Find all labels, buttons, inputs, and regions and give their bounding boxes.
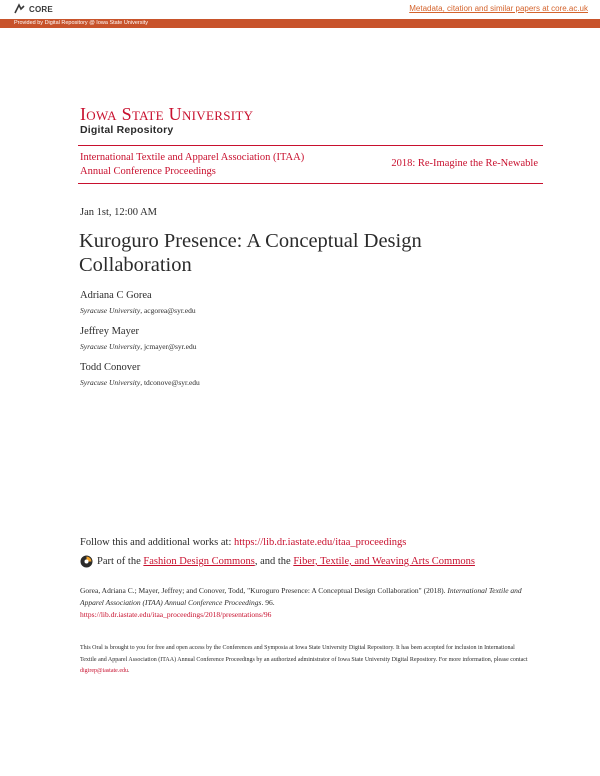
contact-email-link[interactable]: digirep@iastate.edu bbox=[80, 668, 129, 674]
fashion-design-commons-link[interactable]: Fashion Design Commons bbox=[143, 556, 255, 567]
recommended-citation: Gorea, Adriana C.; Mayer, Jeffrey; and Conover, Todd, "Kuroguro Presence: A Conceptual Design Collaboration" (2018). International Textile and Apparel Association (ITAA) Annual Conference Proceedings. 96. https://lib.dr.iastate.edu/itaa_proceedings/2018/presentations/96 bbox=[80, 586, 522, 619]
university-wordmark: IOWA STATE UNIVERSITY bbox=[80, 104, 254, 124]
provided-by-bar bbox=[0, 19, 600, 28]
citation-url-link[interactable]: https://lib.dr.iastate.edu/itaa_proceedings/2018/presentations/96 bbox=[80, 610, 272, 619]
conference-link[interactable]: 2018: Re-Imagine the Re-Newable bbox=[391, 158, 538, 169]
core-logo-icon bbox=[13, 3, 26, 15]
open-access-icon bbox=[80, 555, 93, 568]
core-logo[interactable] bbox=[13, 3, 53, 15]
fiber-textile-commons-link[interactable]: Fiber, Textile, and Weaving Arts Commons bbox=[293, 556, 475, 567]
provided-by-text: Provided by Digital Repository @ Iowa State University bbox=[14, 20, 148, 26]
access-notice: This Oral is brought to you for free and open access by the Conferences and Symposia at Iowa State University Digital Repository. It has been accepted for inclusion in International Textile and Apparel Association (ITAA) Annual Conference Proceedings by an authorized administrator of Iowa State University Digital Repository. For more information, please contact digirep@iastate.edu. bbox=[80, 645, 528, 674]
series-link[interactable]: International Textile and Apparel Association (ITAA) Annual Conference Proceedings bbox=[80, 152, 305, 177]
author-name: Todd Conover bbox=[80, 362, 141, 373]
core-logo-text: CORE bbox=[29, 4, 53, 14]
follow-line: Follow this and additional works at: https://lib.dr.iastate.edu/itaa_proceedings bbox=[80, 537, 407, 548]
author-name: Jeffrey Mayer bbox=[80, 326, 139, 337]
divider-top bbox=[78, 145, 543, 146]
author-affiliation: Syracuse University, acgorea@syr.edu bbox=[80, 306, 196, 315]
core-metadata-link[interactable]: Metadata, citation and similar papers at core.ac.uk bbox=[409, 4, 588, 13]
proceedings-link[interactable]: https://lib.dr.iastate.edu/itaa_proceedings bbox=[234, 537, 407, 548]
author-affiliation: Syracuse University, tdconove@syr.edu bbox=[80, 378, 200, 387]
author-name: Adriana C Gorea bbox=[80, 290, 152, 301]
author-affiliation: Syracuse University, jcmayer@syr.edu bbox=[80, 342, 197, 351]
digital-repository-label: Digital Repository bbox=[80, 124, 174, 136]
part-of-line: Part of the Fashion Design Commons, and the Fiber, Textile, and Weaving Arts Commons bbox=[80, 555, 475, 568]
paper-title: Kuroguro Presence: A Conceptual Design Collaboration bbox=[79, 230, 422, 276]
divider-bottom bbox=[78, 183, 543, 184]
paper-date: Jan 1st, 12:00 AM bbox=[80, 207, 158, 218]
core-topbar bbox=[0, 0, 600, 19]
